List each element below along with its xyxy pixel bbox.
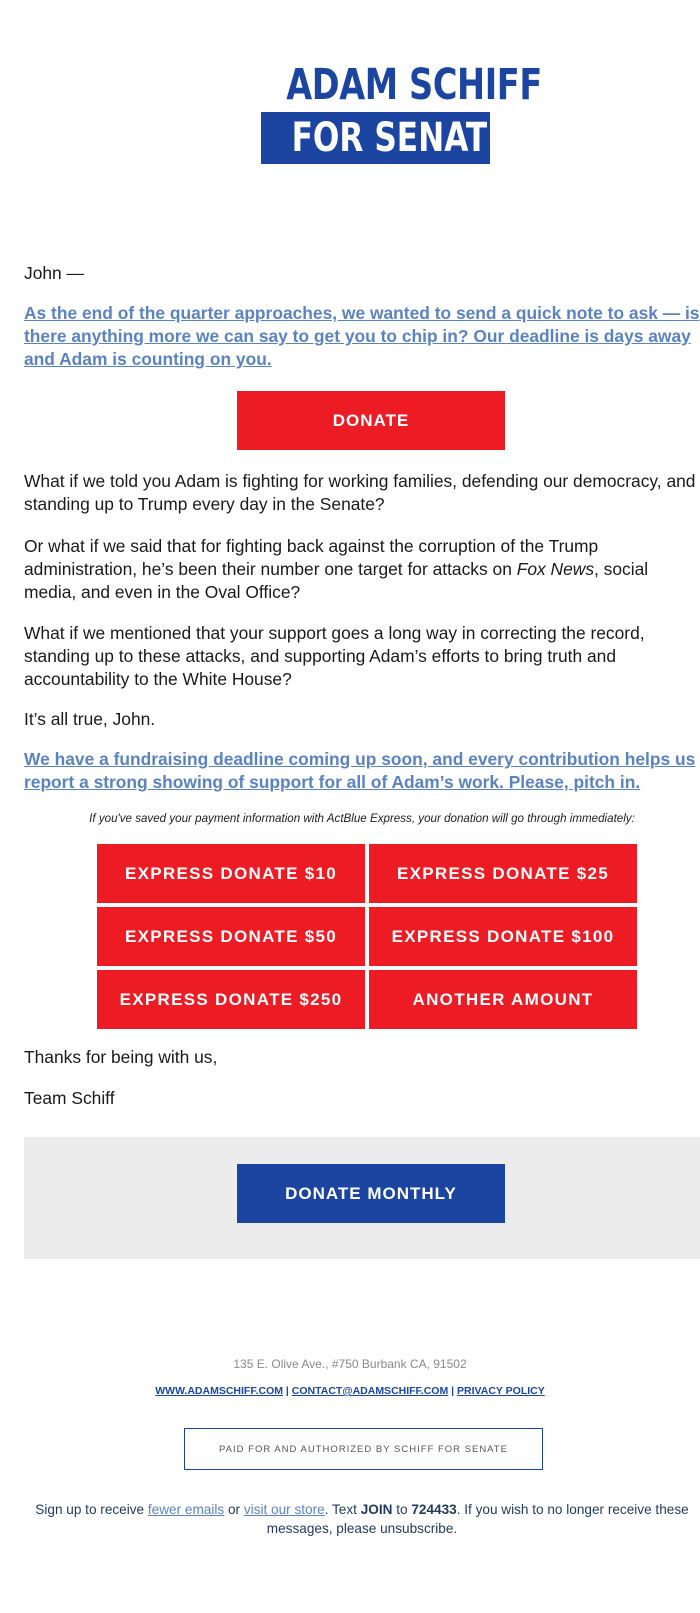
signup-or: or: [224, 1502, 244, 1517]
donate-monthly-button[interactable]: DONATE MONTHLY: [237, 1164, 505, 1223]
logo-line2-box: [261, 112, 509, 164]
express-donate-25-button[interactable]: EXPRESS DONATE $25: [369, 844, 637, 903]
signup-prefix: Sign up to receive: [35, 1502, 148, 1517]
signup-line-2: messages, please unsubscribe.: [266, 1521, 458, 1536]
fewer-emails-link[interactable]: fewer emails: [147, 1502, 225, 1517]
signup-rest: . If you wish to no longer receive these: [456, 1502, 689, 1517]
donate-button[interactable]: DONATE: [237, 391, 505, 450]
footer-links: [0, 1385, 700, 1397]
signature: Team Schiff: [24, 1088, 115, 1108]
paragraph-1-line-2: standing up to Trump every day in the Senate?: [24, 494, 385, 514]
intro-link-line-3[interactable]: and Adam is counting on you.: [24, 349, 272, 369]
paid-for-disclaimer: PAID FOR AND AUTHORIZED BY SCHIFF FOR SENATE: [184, 1428, 543, 1470]
another-amount-button[interactable]: ANOTHER AMOUNT: [369, 970, 637, 1029]
paragraph-1: [24, 470, 700, 516]
paragraph-3-line-3: accountability to the White House?: [24, 669, 292, 689]
deadline-link-line-2[interactable]: report a strong showing of support for all of Adam’s work. Please, pitch in.: [24, 772, 641, 792]
fox-news-text: Fox News: [516, 559, 595, 579]
intro-link-line-1[interactable]: As the end of the quarter approaches, we wanted to send a quick note to ask — is: [24, 303, 700, 323]
link-separator: |: [451, 1385, 455, 1397]
join-keyword: JOIN: [360, 1502, 393, 1517]
paragraph-2-line-3: media, and even in the Oval Office?: [24, 582, 301, 602]
paragraph-2-line-2-a: administration, he’s been their number one target for attacks on: [24, 559, 517, 579]
paragraph-3-line-2: standing up to these attacks, and supporting Adam’s efforts to bring truth and: [24, 646, 616, 666]
express-donate-250-button[interactable]: EXPRESS DONATE $250: [97, 970, 365, 1029]
paragraph-2-line-2-b: , social: [594, 559, 649, 579]
express-donate-50-button[interactable]: EXPRESS DONATE $50: [97, 907, 365, 966]
greeting: John —: [24, 263, 84, 283]
express-donate-100-button[interactable]: EXPRESS DONATE $100: [369, 907, 637, 966]
paragraph-3-line-1: What if we mentioned that your support goes a long way in correcting the record,: [24, 623, 645, 643]
intro-link-line-2[interactable]: there anything more we can say to get you to chip in? Our deadline is days away: [24, 326, 691, 346]
paragraph-1-line-1: What if we told you Adam is fighting for working families, defending our democracy, and: [24, 471, 696, 491]
paragraph-3: [24, 622, 700, 691]
signup-line-1: [24, 1500, 700, 1519]
signup-to: to: [392, 1502, 412, 1517]
express-donate-10-button[interactable]: EXPRESS DONATE $10: [97, 844, 365, 903]
logo-line2: FOR SENATE: [291, 115, 509, 161]
campaign-logo: [261, 60, 542, 164]
logo-line1: ADAM SCHIFF: [286, 60, 542, 110]
paragraph-2-line-2: [24, 558, 700, 581]
link-separator: |: [285, 1385, 289, 1397]
paragraph-2: [24, 535, 700, 604]
thanks-text: Thanks for being with us,: [24, 1047, 218, 1067]
visit-store-link[interactable]: visit our store: [243, 1502, 325, 1517]
privacy-policy-link[interactable]: PRIVACY POLICY: [457, 1385, 545, 1397]
signup-text-part: . Text: [324, 1502, 361, 1517]
deadline-link-paragraph: [24, 748, 700, 794]
intro-link-paragraph: [24, 302, 700, 371]
paragraph-4: It’s all true, John.: [24, 709, 156, 729]
express-note: If you've saved your payment information with ActBlue Express, your donation will go through immediately:: [89, 812, 635, 825]
deadline-link-line-1[interactable]: We have a fundraising deadline coming up soon, and every contribution helps us: [24, 749, 696, 769]
contact-email-link[interactable]: CONTACT@ADAMSCHIFF.COM: [291, 1385, 449, 1397]
footer-address: 135 E. Olive Ave., #750 Burbank CA, 91502: [233, 1357, 467, 1371]
paragraph-2-line-1: Or what if we said that for fighting back against the corruption of the Trump: [24, 536, 599, 556]
website-link[interactable]: WWW.ADAMSCHIFF.COM: [155, 1385, 283, 1397]
signup-text: [24, 1500, 700, 1538]
text-number: 724433: [411, 1502, 457, 1517]
